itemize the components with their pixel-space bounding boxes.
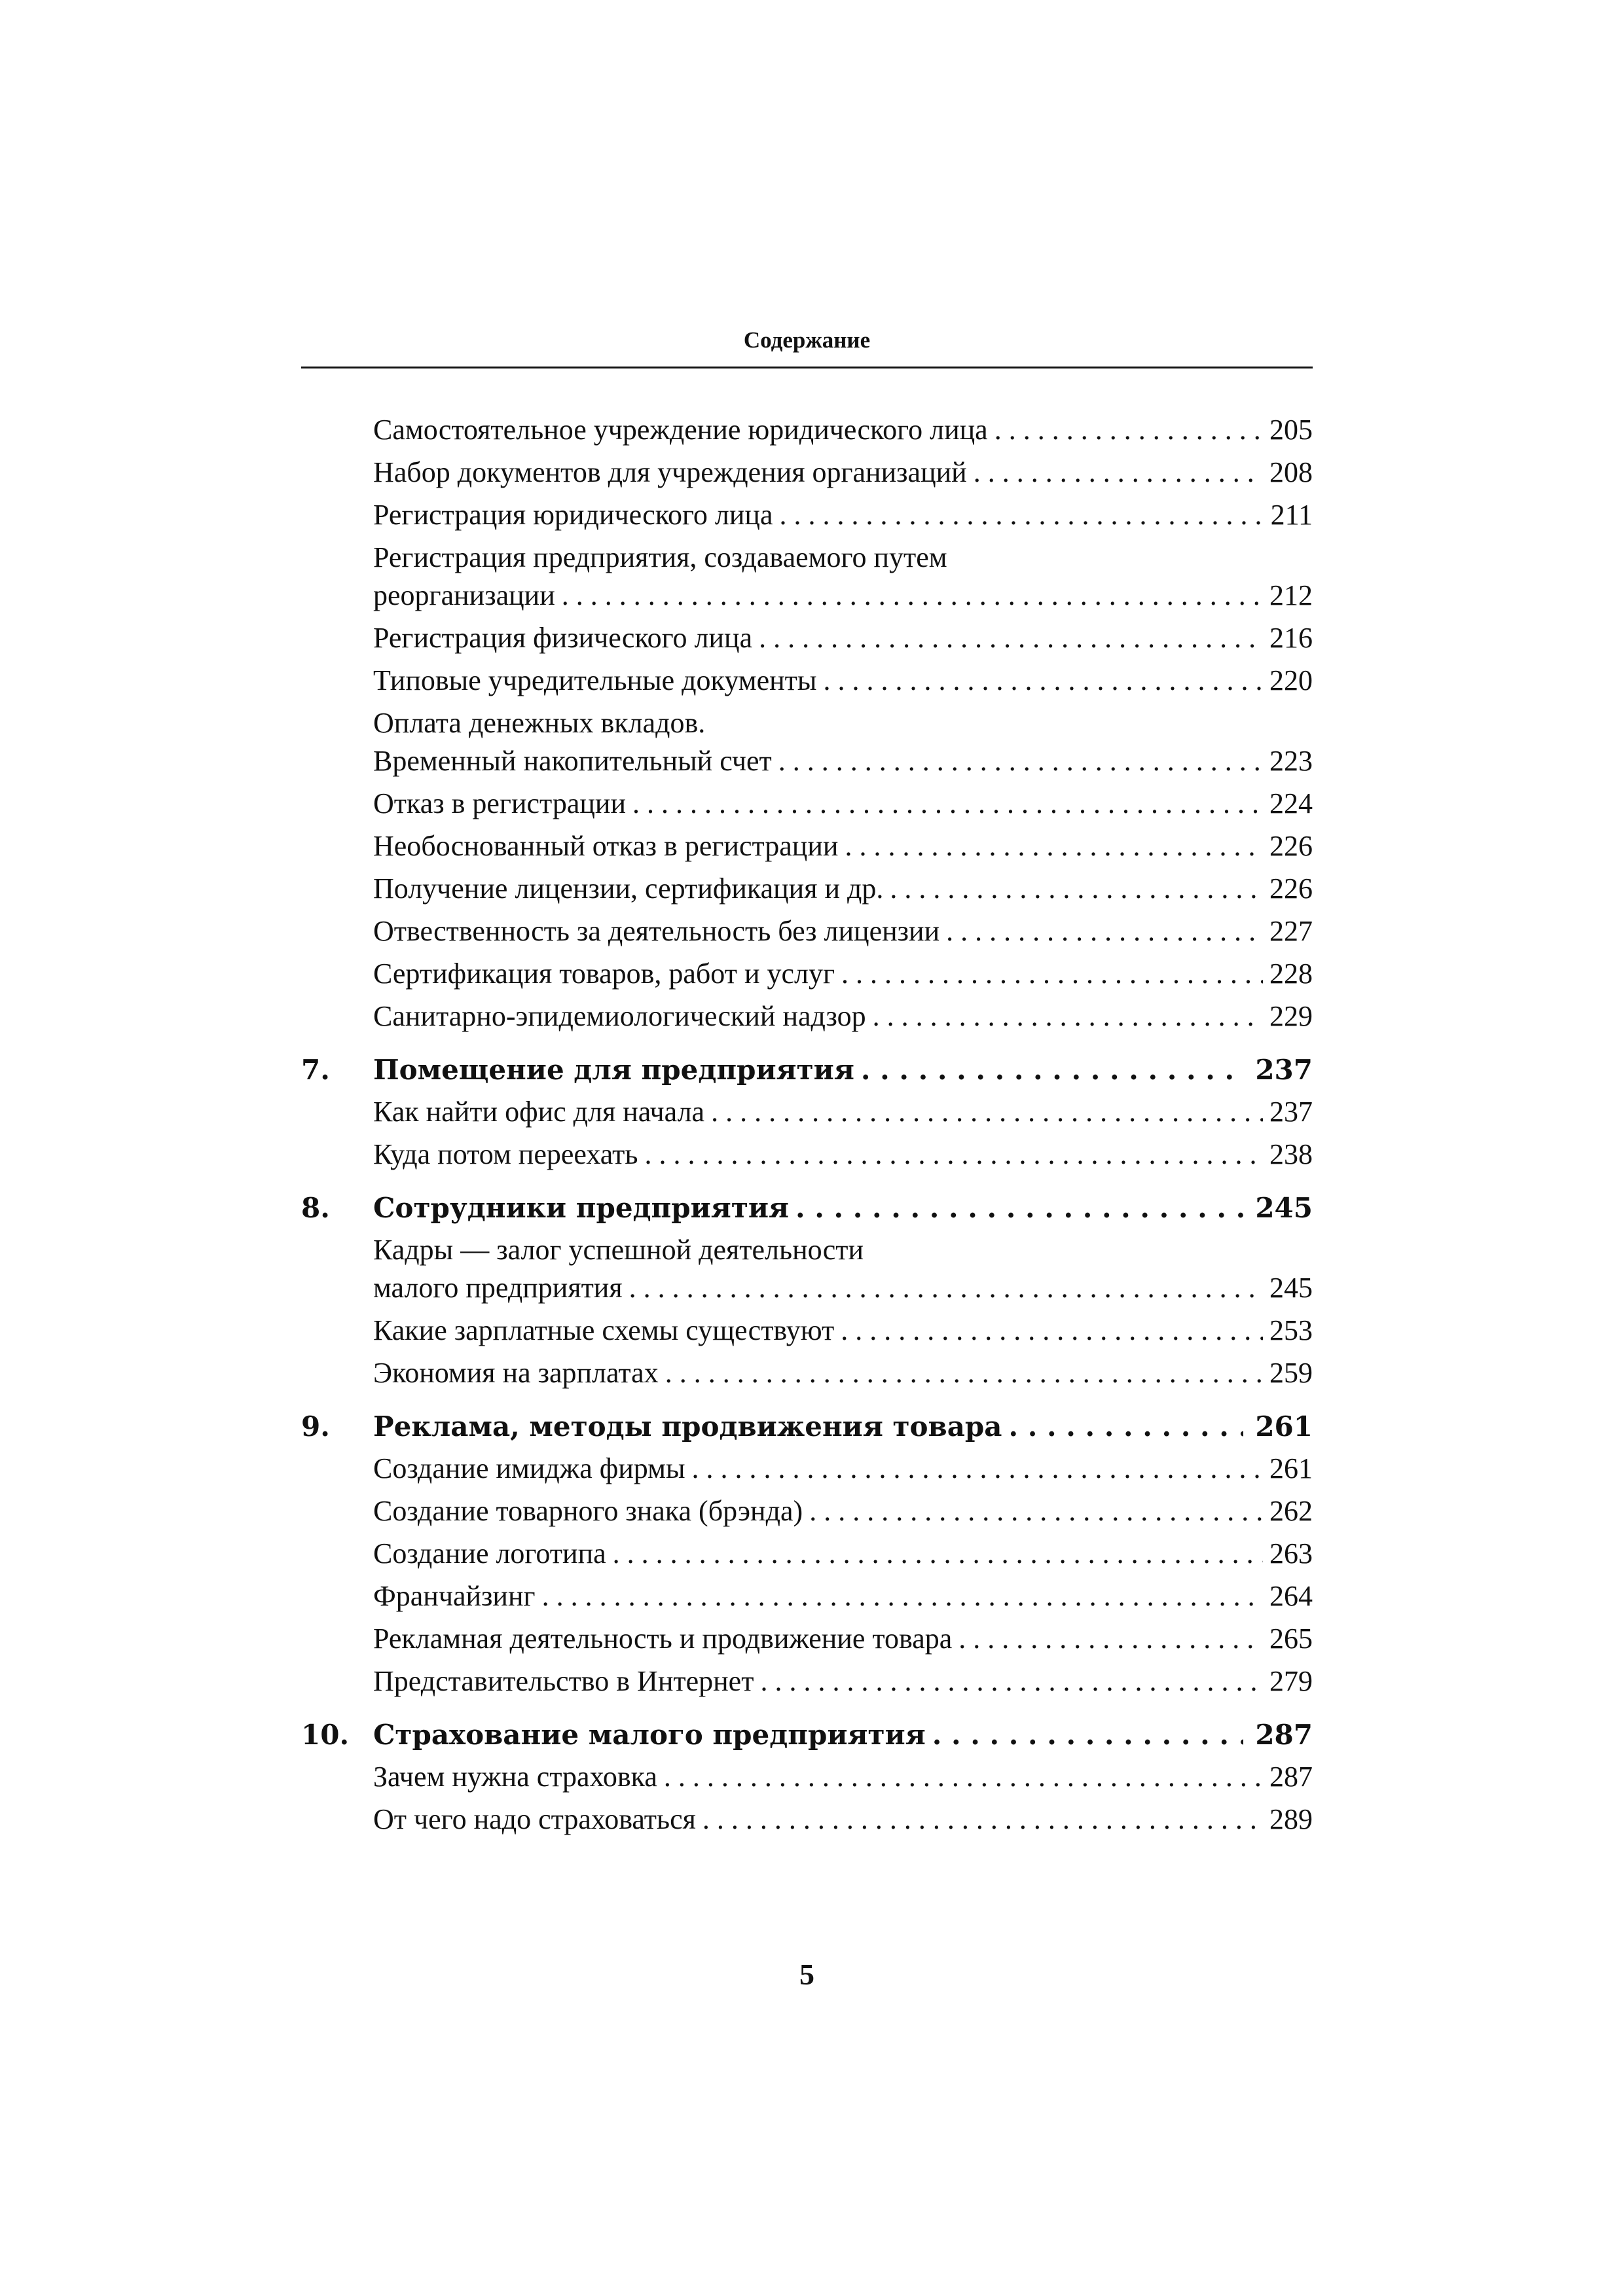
entry-title: Самостоятельное учреждение юридического лица bbox=[373, 414, 988, 446]
entry-title: Регистрация предприятия, создаваемого путем bbox=[373, 541, 947, 573]
toc-entry bbox=[373, 1535, 1313, 1573]
toc-entry bbox=[373, 411, 1313, 449]
entry-page-number: 216 bbox=[1269, 622, 1313, 654]
entry-page-number: 226 bbox=[1269, 872, 1313, 905]
chapter-number: 9. bbox=[301, 1410, 330, 1443]
dot-leader bbox=[890, 870, 1263, 908]
dot-leader bbox=[974, 454, 1263, 492]
chapter-title: Страхование малого предприятия bbox=[373, 1719, 926, 1751]
entry-title: Типовые учредительные документы bbox=[373, 664, 817, 696]
toc-entry bbox=[373, 1354, 1313, 1392]
entry-title: Регистрация физического лица bbox=[373, 622, 753, 654]
toc-entry bbox=[373, 1662, 1313, 1700]
entry-title: Создание имиджа фирмы bbox=[373, 1452, 685, 1484]
entry-page-number: 289 bbox=[1269, 1803, 1313, 1835]
entry-page-number: 253 bbox=[1269, 1314, 1313, 1346]
dot-leader bbox=[711, 1093, 1263, 1131]
entry-title: Набор документов для учреждения организаций bbox=[373, 456, 967, 488]
dot-leader bbox=[795, 1189, 1243, 1227]
chapter-title: Реклама, методы продвижения товара bbox=[373, 1410, 1002, 1443]
dot-leader bbox=[958, 1620, 1263, 1658]
chapter-number: 7. bbox=[301, 1054, 330, 1086]
entry-page-number: 223 bbox=[1269, 745, 1313, 777]
toc-entry bbox=[373, 1450, 1313, 1488]
toc-chapter bbox=[301, 1716, 1313, 1754]
dot-leader bbox=[873, 997, 1263, 1035]
entry-title: Франчайзинг bbox=[373, 1580, 536, 1612]
entry-page-number: 205 bbox=[1269, 414, 1313, 446]
entry-title: Куда потом переехать bbox=[373, 1138, 638, 1170]
entry-title: Кадры — залог успешной деятельности bbox=[373, 1234, 864, 1266]
entry-title: Рекламная деятельность и продвижение товара bbox=[373, 1623, 953, 1655]
toc-entry bbox=[373, 619, 1313, 657]
entry-title: Санитарно-эпидемиологический надзор bbox=[373, 1000, 866, 1032]
entry-page-number: 220 bbox=[1269, 664, 1313, 696]
entry-title: реорганизации bbox=[373, 579, 555, 611]
toc-entry bbox=[373, 1577, 1313, 1615]
toc-entry bbox=[373, 1620, 1313, 1658]
entry-page-number: 259 bbox=[1269, 1357, 1313, 1389]
dot-leader bbox=[932, 1716, 1243, 1754]
dot-leader bbox=[613, 1535, 1263, 1573]
dot-leader bbox=[845, 827, 1263, 865]
entry-page-number: 211 bbox=[1270, 499, 1313, 531]
entry-title: От чего надо страховаться bbox=[373, 1803, 696, 1835]
entry-page-number: 287 bbox=[1269, 1761, 1313, 1793]
chapter-title: Сотрудники предприятия bbox=[373, 1192, 790, 1224]
header-rule bbox=[301, 367, 1313, 368]
dot-leader bbox=[542, 1577, 1263, 1615]
dot-leader bbox=[841, 955, 1263, 993]
chapter-title: Помещение для предприятия bbox=[373, 1054, 854, 1086]
dot-leader bbox=[823, 662, 1263, 700]
dot-leader bbox=[861, 1051, 1243, 1089]
entry-page-number: 224 bbox=[1269, 787, 1313, 819]
entry-title: Регистрация юридического лица bbox=[373, 499, 773, 531]
running-head: Содержание bbox=[743, 327, 871, 353]
dot-leader bbox=[841, 1312, 1263, 1350]
entry-title: Сертификация товаров, работ и услуг bbox=[373, 958, 835, 990]
entry-page-number: 287 bbox=[1255, 1719, 1313, 1751]
dot-leader bbox=[664, 1758, 1263, 1796]
dot-leader bbox=[759, 619, 1263, 657]
toc-entry bbox=[373, 662, 1313, 700]
entry-page-number: 279 bbox=[1269, 1665, 1313, 1697]
toc-entry bbox=[373, 1758, 1313, 1796]
toc-chapter bbox=[301, 1189, 1313, 1227]
toc-entry bbox=[373, 955, 1313, 993]
entry-title: малого предприятия bbox=[373, 1272, 623, 1304]
toc-entry bbox=[373, 1492, 1313, 1530]
entry-page-number: 245 bbox=[1255, 1192, 1313, 1224]
entry-page-number: 237 bbox=[1269, 1096, 1313, 1128]
toc-entry bbox=[373, 1312, 1313, 1350]
chapter-number: 8. bbox=[301, 1192, 330, 1224]
toc-entry bbox=[373, 785, 1313, 823]
entry-page-number: 229 bbox=[1269, 1000, 1313, 1032]
toc-entry bbox=[373, 704, 1313, 780]
entry-title: Отказ в регистрации bbox=[373, 787, 626, 819]
toc-chapter bbox=[301, 1051, 1313, 1089]
toc-entry bbox=[373, 1136, 1313, 1174]
toc-entry bbox=[373, 912, 1313, 950]
dot-leader bbox=[632, 785, 1263, 823]
toc-entry bbox=[373, 1093, 1313, 1131]
entry-title: Создание логотипа bbox=[373, 1537, 606, 1570]
entry-page-number: 212 bbox=[1269, 579, 1313, 611]
entry-page-number: 226 bbox=[1269, 830, 1313, 862]
toc-entry bbox=[373, 496, 1313, 534]
entry-page-number: 208 bbox=[1269, 456, 1313, 488]
page-number: 5 bbox=[799, 1958, 814, 1991]
dot-leader bbox=[644, 1136, 1263, 1174]
toc-entry bbox=[373, 454, 1313, 492]
entry-page-number: 245 bbox=[1269, 1272, 1313, 1304]
entry-title: Представительство в Интернет bbox=[373, 1665, 754, 1697]
entry-page-number: 238 bbox=[1269, 1138, 1313, 1170]
toc-entry bbox=[373, 539, 1313, 615]
dot-leader bbox=[1009, 1408, 1243, 1446]
dot-leader bbox=[692, 1450, 1263, 1488]
entry-title: Как найти офис для начала bbox=[373, 1096, 705, 1128]
entry-page-number: 264 bbox=[1269, 1580, 1313, 1612]
entry-page-number: 237 bbox=[1255, 1054, 1313, 1086]
entry-page-number: 228 bbox=[1269, 958, 1313, 990]
entry-page-number: 261 bbox=[1269, 1452, 1313, 1484]
toc-entry bbox=[373, 870, 1313, 908]
entry-title: Необоснованный отказ в регистрации bbox=[373, 830, 839, 862]
dot-leader bbox=[779, 496, 1263, 534]
dot-leader bbox=[760, 1662, 1263, 1700]
entry-title: Создание товарного знака (брэнда) bbox=[373, 1495, 803, 1527]
toc-entry bbox=[373, 1231, 1313, 1307]
entry-page-number: 263 bbox=[1269, 1537, 1313, 1570]
entry-title: Получение лицензии, сертификация и др. bbox=[373, 872, 884, 905]
entry-page-number: 262 bbox=[1269, 1495, 1313, 1527]
entry-title: Зачем нужна страховка bbox=[373, 1761, 657, 1793]
toc-chapter bbox=[301, 1408, 1313, 1446]
table-of-contents bbox=[301, 411, 1313, 1843]
dot-leader bbox=[629, 1269, 1263, 1307]
dot-leader bbox=[562, 577, 1263, 615]
entry-page-number: 265 bbox=[1269, 1623, 1313, 1655]
entry-title: Какие зарплатные схемы существуют bbox=[373, 1314, 835, 1346]
entry-title: Экономия на зарплатах bbox=[373, 1357, 659, 1389]
toc-entry bbox=[373, 827, 1313, 865]
dot-leader bbox=[994, 411, 1263, 449]
chapter-number: 10. bbox=[301, 1719, 350, 1751]
toc-entry bbox=[373, 997, 1313, 1035]
entry-title: Временный накопительный счет bbox=[373, 745, 772, 777]
dot-leader bbox=[702, 1801, 1263, 1839]
entry-page-number: 261 bbox=[1255, 1410, 1313, 1443]
entry-title: Оплата денежных вкладов. bbox=[373, 707, 706, 739]
dot-leader bbox=[946, 912, 1263, 950]
dot-leader bbox=[809, 1492, 1263, 1530]
dot-leader bbox=[778, 742, 1263, 780]
dot-leader bbox=[665, 1354, 1263, 1392]
toc-entry bbox=[373, 1801, 1313, 1839]
entry-title: Отвественность за деятельность без лицензии bbox=[373, 915, 940, 947]
entry-page-number: 227 bbox=[1269, 915, 1313, 947]
